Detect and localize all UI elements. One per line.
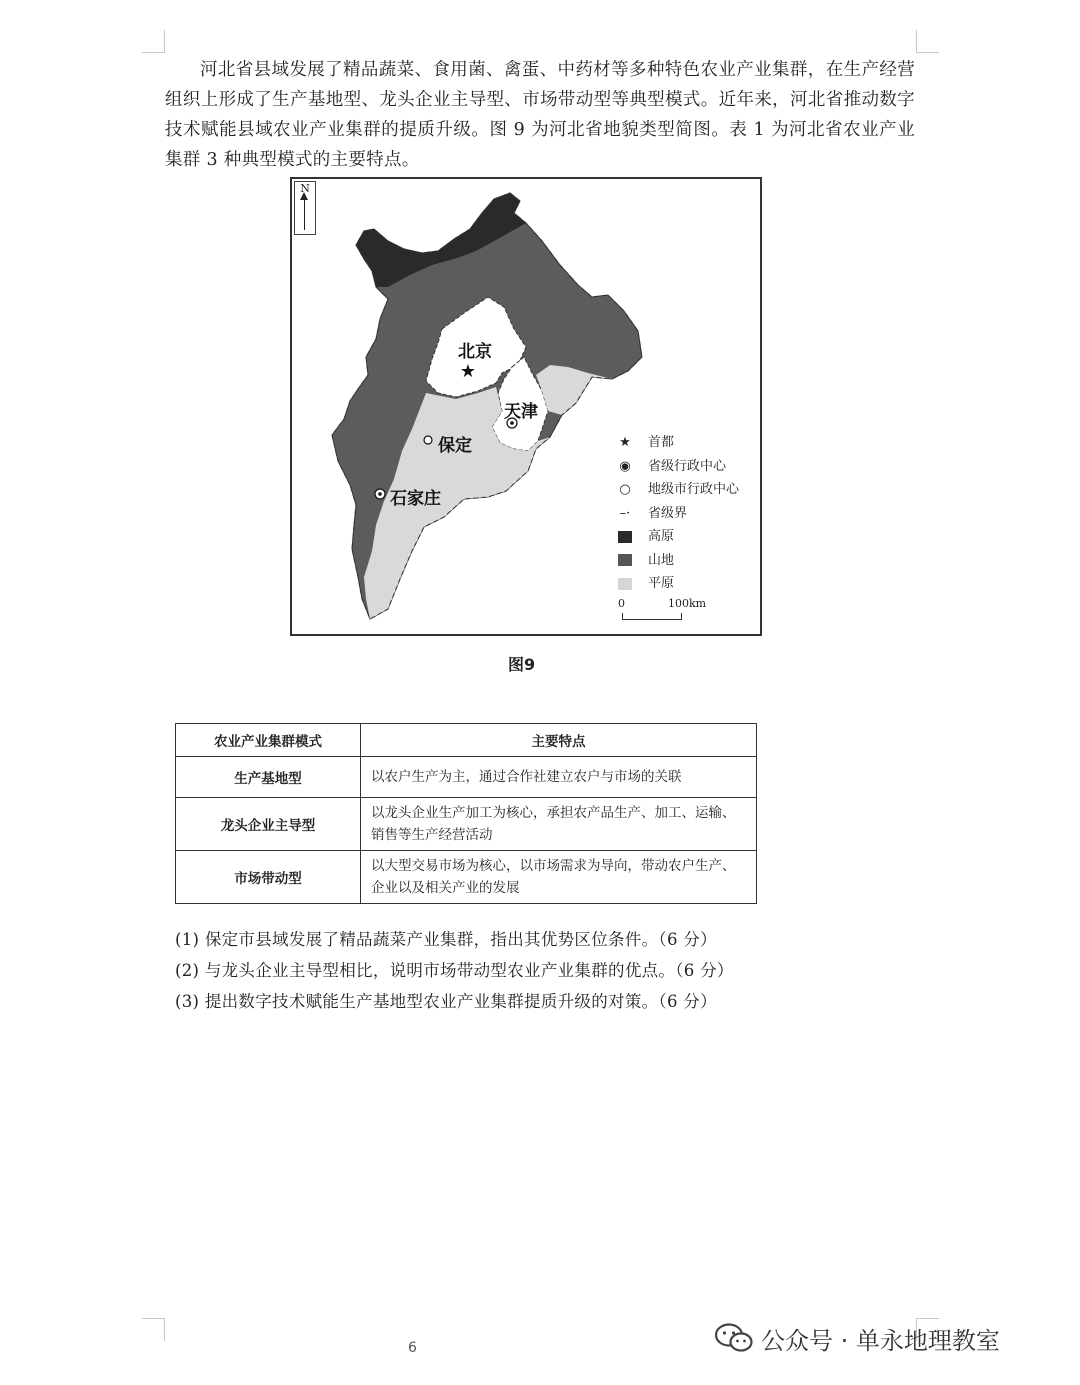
- city-label-beijing: 北京: [458, 342, 492, 362]
- table-cell: 生产基地型: [176, 757, 361, 798]
- table-cell: 以大型交易市场为核心，以市场需求为导向，带动农户生产、企业以及相关产业的发展: [361, 851, 757, 904]
- table-header: 农业产业集群模式: [176, 724, 361, 757]
- cluster-mode-table: [175, 723, 757, 904]
- watermark: [715, 1318, 1000, 1358]
- mountain-swatch: [618, 554, 632, 566]
- capital-star-icon: ★: [459, 361, 477, 382]
- plain-swatch: [618, 578, 632, 590]
- intro-paragraph: 河北省县域发展了精品蔬菜、食用菌、禽蛋、中药材等多种特色农业产业集群，在生产经营组织上形成了生产基地型、龙头企业主导型、市场带动型等典型模式。近年来，河北省推动数字技术赋能县域农业产业集群的提质升级。图 9 为河北省地貌类型简图。表 1 为河北省农业产业集群 3 种典型模式的主要特点。: [165, 60, 915, 170]
- north-indicator: N: [294, 181, 316, 235]
- city-label-shijiazhuang: 石家庄: [390, 489, 441, 509]
- table-header: 主要特点: [361, 724, 757, 757]
- table-header-row: [176, 724, 757, 757]
- hebei-landform-map: ★ N 北京 天津 保定 石家庄 ★ 首都 ◉ 省级行政中心 ○ 地级市行政中心 –· 省级界 高原 山地 平原 0 100km: [290, 177, 762, 636]
- star-icon: ★: [619, 435, 631, 450]
- table-cell: 市场带动型: [176, 851, 361, 904]
- plateau-swatch: [618, 531, 632, 543]
- table-row: [176, 798, 757, 851]
- city-label-baoding: 保定: [438, 436, 472, 456]
- city-label-tianjin: 天津: [504, 402, 538, 422]
- wechat-icon: [715, 1323, 753, 1353]
- question-item: (1) 保定市县域发展了精品蔬菜产业集群，指出其优势区位条件。（6 分）: [175, 930, 717, 949]
- table-row: [176, 757, 757, 798]
- figure-caption: 图9: [508, 655, 536, 674]
- table-cell: 以农户生产为主，通过合作社建立农户与市场的关联: [361, 757, 757, 798]
- page-number: 6: [408, 1340, 417, 1356]
- double-circle-icon: ◉: [619, 458, 631, 474]
- table-cell: 龙头企业主导型: [176, 798, 361, 851]
- table-row: [176, 851, 757, 904]
- crop-mark-top-left: [142, 30, 165, 53]
- dash-line-icon: –·: [619, 505, 631, 521]
- north-arrow-icon: [304, 198, 305, 230]
- question-item: (2) 与龙头企业主导型相比，说明市场带动型农业产业集群的优点。（6 分）: [175, 961, 734, 980]
- crop-mark-top-right: [916, 30, 939, 53]
- watermark-text: 公众号 · 单永地理教室: [761, 1326, 1000, 1355]
- circle-icon: ○: [619, 482, 631, 497]
- question-item: (3) 提出数字技术赋能生产基地型农业产业集群提质升级的对策。（6 分）: [175, 992, 717, 1011]
- crop-mark-bottom-left: [142, 1318, 165, 1341]
- question-list: [175, 924, 734, 1017]
- table-cell: 以龙头企业生产加工为核心，承担农产品生产、加工、运输、销售等生产经营活动: [361, 798, 757, 851]
- baoding-marker-icon: [424, 436, 432, 444]
